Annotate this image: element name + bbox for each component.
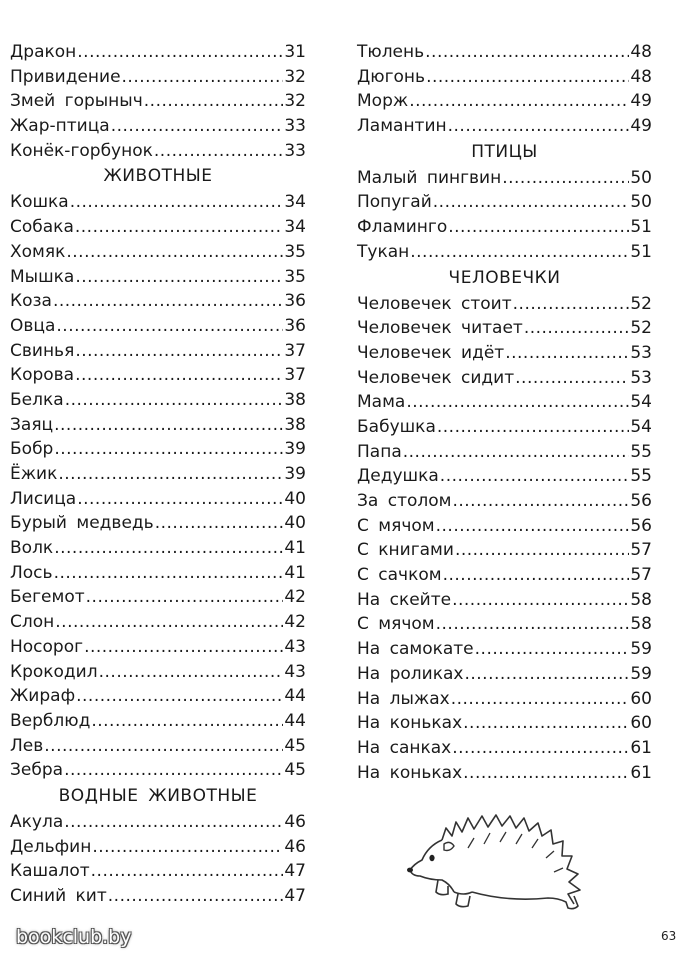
dot-leader (64, 758, 283, 783)
dot-leader (451, 687, 630, 712)
toc-entry-title: За столом (357, 491, 452, 511)
toc-entry-title: Дельфин (10, 836, 92, 857)
dot-leader (452, 489, 629, 514)
toc-entry (357, 440, 652, 465)
toc-entry (10, 660, 306, 685)
toc-entry-page: 50 (630, 192, 652, 213)
toc-entry (357, 687, 652, 712)
dot-leader (437, 415, 629, 440)
dot-leader (403, 440, 630, 465)
dot-leader (54, 413, 283, 438)
toc-entry (10, 114, 306, 139)
toc-entry-title: Мама (357, 392, 406, 413)
dot-leader (44, 734, 283, 759)
toc-entry (357, 316, 652, 341)
toc-entry-page: 48 (630, 66, 652, 87)
toc-entry-title: Слон (10, 612, 55, 633)
toc-entry-title: Кошка (10, 192, 69, 213)
toc-entry-page: 36 (284, 291, 306, 312)
toc-entry-title: Конёк-горбунок (10, 140, 153, 161)
toc-entry-title: Папа (357, 441, 402, 462)
toc-entry-title: Синий кит (10, 886, 107, 906)
toc-entry (357, 341, 652, 366)
toc-entry-title: Человечек стоит (357, 293, 512, 314)
toc-entry (10, 635, 306, 660)
toc-entry-title: Змей горыныч (10, 91, 143, 112)
dot-leader (84, 635, 283, 660)
toc-entry (10, 40, 306, 65)
toc-entry-page: 54 (630, 416, 652, 437)
toc-entry-title: Лев (10, 735, 44, 756)
toc-entry (10, 462, 306, 487)
dot-leader (426, 65, 629, 90)
dot-leader (475, 637, 630, 662)
toc-entry (357, 464, 652, 489)
toc-entry (10, 709, 306, 734)
dot-leader (56, 314, 283, 339)
toc-entry-page: 43 (284, 661, 306, 682)
toc-entry-page: 54 (630, 392, 652, 413)
toc-entry-title: Дюгонь (357, 66, 426, 87)
toc-entry (10, 487, 306, 512)
dot-leader (99, 660, 284, 685)
dot-leader (409, 89, 629, 114)
toc-entry-page: 59 (630, 639, 652, 660)
toc-entry-page: 49 (630, 116, 652, 137)
toc-entry-title: Малый пингвин (357, 167, 502, 188)
watermark: bookclub.by (16, 926, 132, 948)
toc-entry (10, 610, 306, 635)
dot-leader (463, 711, 629, 736)
dot-leader (108, 884, 284, 909)
toc-entry-title: Дедушка (357, 466, 439, 487)
toc-entry-page: 57 (630, 565, 652, 586)
toc-entry-title: На лыжах (357, 688, 450, 709)
toc-entry (357, 588, 652, 613)
dot-leader (54, 536, 283, 561)
toc-entry-page: 59 (630, 663, 652, 684)
toc-entry-title: Ёжик (10, 464, 58, 484)
toc-entry-page: 35 (284, 241, 306, 262)
toc-entry-title: На санках (357, 737, 452, 758)
dot-leader (440, 464, 630, 489)
dot-leader (75, 363, 283, 388)
dot-leader (464, 662, 629, 687)
section-heading-little-people: ЧЕЛОВЕЧКИ (448, 267, 561, 288)
toc-entry-title: Мышка (10, 266, 75, 287)
toc-entry (10, 139, 306, 164)
dot-leader (64, 810, 283, 835)
toc-entry-page: 37 (284, 340, 306, 361)
dot-leader (53, 289, 283, 314)
toc-entry (10, 413, 306, 438)
dot-leader (75, 265, 283, 290)
toc-entry-page: 32 (284, 66, 306, 87)
toc-entry-page: 44 (284, 710, 306, 731)
page-number: 63 (661, 929, 677, 943)
section-heading-animals: ЖИВОТНЫЕ (103, 166, 213, 187)
toc-entry-title: Попугай (357, 192, 432, 213)
toc-entry (357, 390, 652, 415)
toc-entry-title: Дракон (10, 42, 77, 62)
toc-entry-page: 36 (284, 315, 306, 336)
toc-entry-title: С мячом (357, 614, 435, 635)
toc-entry (10, 339, 306, 364)
toc-entry-title: На скейте (357, 589, 452, 610)
toc-entry-title: Бобр (10, 439, 54, 460)
dot-leader (91, 859, 284, 884)
dot-leader (76, 684, 283, 709)
dot-leader (410, 240, 629, 265)
toc-entry-page: 40 (284, 513, 306, 534)
toc-entry-page: 45 (284, 735, 306, 756)
toc-entry (10, 585, 306, 610)
toc-entry-page: 44 (284, 686, 306, 707)
toc-column-left (10, 40, 306, 909)
toc-entry-page: 60 (630, 713, 652, 734)
toc-entry (357, 215, 652, 240)
toc-entry (10, 561, 306, 586)
dot-leader (452, 588, 629, 613)
toc-entry-page: 47 (284, 886, 306, 906)
toc-entry-title: Зебра (10, 760, 64, 781)
toc-entry (10, 734, 306, 759)
toc-entry-page: 60 (630, 688, 652, 709)
toc-entry-page: 39 (284, 439, 306, 460)
dot-leader (91, 709, 283, 734)
toc-entry-title: Корова (10, 365, 75, 386)
toc-entry-page: 35 (284, 266, 306, 287)
toc-entry-title: Тукан (357, 241, 410, 262)
toc-entry-page: 39 (284, 464, 306, 484)
toc-entry (10, 884, 306, 909)
toc-entry-title: Верблюд (10, 710, 91, 731)
toc-entry (10, 536, 306, 561)
toc-entry-title: Фламинго (357, 217, 448, 238)
toc-entry-title: Человечек читает (357, 318, 523, 339)
toc-entry (357, 711, 652, 736)
toc-entry (10, 511, 306, 536)
toc-entry-page: 33 (284, 116, 306, 137)
toc-entry-page: 55 (630, 441, 652, 462)
toc-entry (10, 810, 306, 835)
toc-entry-page: 53 (630, 342, 652, 363)
toc-entry (10, 289, 306, 314)
toc-entry (357, 538, 652, 563)
toc-entry-page: 58 (630, 589, 652, 610)
toc-entry-title: С сачком (357, 565, 442, 586)
toc-entry-page: 34 (284, 217, 306, 238)
dot-leader (70, 190, 284, 215)
toc-entry-title: Собака (10, 217, 74, 238)
toc-entry-page: 56 (630, 491, 652, 511)
dot-leader (448, 215, 629, 240)
toc-entry-page: 58 (630, 614, 652, 635)
toc-entry-title: На коньках (357, 762, 463, 783)
toc-entry-title: Бабушка (357, 416, 436, 437)
toc-entry-page: 52 (630, 293, 652, 314)
toc-entry-page: 46 (284, 811, 306, 832)
toc-list (357, 166, 652, 265)
toc-entry (10, 363, 306, 388)
toc-entry (357, 240, 652, 265)
toc-entry-title: Носорог (10, 636, 84, 657)
toc-entry-title: Лисица (10, 488, 77, 509)
toc-entry (357, 40, 652, 65)
dot-leader (433, 190, 630, 215)
dot-leader (448, 114, 630, 139)
dot-leader (406, 390, 629, 415)
toc-entry-page: 51 (630, 241, 652, 262)
dot-leader (436, 612, 630, 637)
toc-entry-page: 31 (284, 42, 306, 62)
toc-entry (357, 612, 652, 637)
toc-entry (357, 292, 652, 317)
toc-entry-page: 57 (630, 540, 652, 561)
toc-entry-page: 42 (284, 612, 306, 633)
dot-leader (58, 462, 283, 487)
dot-leader (144, 89, 284, 114)
toc-entry (357, 366, 652, 391)
toc-entry-page: 32 (284, 91, 306, 112)
dot-leader (524, 316, 630, 341)
toc-entry-title: Овца (10, 315, 56, 336)
toc-entry (10, 437, 306, 462)
toc-entry (357, 489, 652, 514)
toc-entry-title: Бегемот (10, 587, 85, 608)
toc-entry (357, 761, 652, 786)
toc-entry-page: 42 (284, 587, 306, 608)
toc-entry (10, 314, 306, 339)
toc-entry (357, 736, 652, 761)
toc-entry-page: 51 (630, 217, 652, 238)
toc-entry (10, 859, 306, 884)
dot-leader (77, 487, 283, 512)
toc-entry-title: Ламантин (357, 116, 447, 137)
dot-leader (55, 610, 283, 635)
toc-entry-title: На коньках (357, 713, 463, 734)
toc-list (357, 40, 652, 139)
toc-entry-page: 47 (284, 861, 306, 882)
toc-entry (10, 758, 306, 783)
toc-entry-title: С книгами (357, 540, 454, 561)
toc-entry (10, 89, 306, 114)
toc-entry-title: Человечек идёт (357, 342, 505, 363)
toc-entry (357, 65, 652, 90)
toc-entry-page: 45 (284, 760, 306, 781)
toc-entry-title: Привидение (10, 66, 121, 87)
toc-entry (357, 166, 652, 191)
dot-leader (455, 538, 629, 563)
dot-leader (155, 511, 284, 536)
dot-leader (505, 341, 629, 366)
section-heading-water-animals: ВОДНЫЕ ЖИВОТНЫЕ (58, 785, 258, 806)
toc-entry (357, 662, 652, 687)
toc-entry-page: 55 (630, 466, 652, 487)
dot-leader (122, 65, 284, 90)
toc-list (10, 190, 306, 783)
toc-entry (357, 563, 652, 588)
dot-leader (513, 292, 630, 317)
toc-list (10, 40, 306, 163)
toc-entry (10, 215, 306, 240)
toc-entry-title: Кашалот (10, 861, 90, 882)
toc-entry (10, 65, 306, 90)
dot-leader (75, 339, 283, 364)
section-heading-birds: ПТИЦЫ (471, 141, 538, 162)
toc-entry-page: 61 (630, 762, 652, 783)
toc-entry (10, 190, 306, 215)
toc-entry-title: Хомяк (10, 241, 66, 262)
toc-entry-page: 46 (284, 836, 306, 857)
toc-entry-page: 38 (284, 414, 306, 435)
toc-entry-page: 41 (284, 538, 306, 559)
toc-entry-page: 61 (630, 737, 652, 758)
toc-entry-title: Заяц (10, 414, 54, 435)
toc-entry-title: Бурый медведь (10, 513, 154, 534)
toc-entry-page: 37 (284, 365, 306, 386)
dot-leader (502, 166, 629, 191)
toc-entry-title: Жар-птица (10, 116, 110, 137)
toc-entry-page: 34 (284, 192, 306, 213)
toc-entry-page: 56 (630, 515, 652, 536)
toc-entry (357, 190, 652, 215)
dot-leader (463, 761, 629, 786)
dot-leader (75, 215, 284, 240)
toc-entry-title: Белка (10, 389, 64, 410)
toc-entry (10, 240, 306, 265)
toc-entry-title: Тюлень (357, 42, 425, 62)
toc-entry-title: Свинья (10, 340, 75, 361)
toc-list (357, 292, 652, 786)
toc-entry-title: Крокодил (10, 661, 98, 682)
toc-entry-page: 41 (284, 562, 306, 583)
dot-leader (111, 114, 284, 139)
dot-leader (65, 388, 284, 413)
toc-entry-page: 38 (284, 389, 306, 410)
dot-leader (54, 561, 284, 586)
dot-leader (436, 514, 630, 539)
toc-entry-page: 33 (284, 140, 306, 161)
dot-leader (86, 585, 284, 610)
dot-leader (77, 40, 283, 65)
toc-entry (357, 415, 652, 440)
toc-entry-title: На роликах (357, 663, 464, 684)
toc-entry-title: Коза (10, 291, 52, 312)
toc-entry-page: 52 (630, 318, 652, 339)
toc-entry-title: На самокате (357, 639, 474, 660)
dot-leader (452, 736, 629, 761)
toc-entry (357, 514, 652, 539)
toc-entry (357, 89, 652, 114)
toc-entry (357, 114, 652, 139)
toc-entry (10, 684, 306, 709)
dot-leader (92, 835, 283, 860)
toc-entry-title: Жираф (10, 686, 76, 707)
toc-entry (10, 265, 306, 290)
toc-entry-page: 43 (284, 636, 306, 657)
toc-entry-page: 53 (630, 367, 652, 388)
toc-entry-page: 50 (630, 167, 652, 188)
dot-leader (425, 40, 629, 65)
toc-entry-page: 40 (284, 488, 306, 509)
hedgehog-icon (398, 806, 608, 916)
toc-entry-title: Лось (10, 562, 53, 583)
toc-entry (10, 388, 306, 413)
toc-entry-title: Акула (10, 811, 64, 832)
toc-column-right (357, 40, 652, 785)
dot-leader (54, 437, 283, 462)
dot-leader (154, 139, 283, 164)
toc-entry-page: 48 (630, 42, 652, 62)
toc-entry (357, 637, 652, 662)
toc-entry-title: С мячом (357, 515, 435, 536)
dot-leader (443, 563, 630, 588)
toc-list (10, 810, 306, 909)
dot-leader (515, 366, 629, 391)
toc-entry-page: 49 (630, 91, 652, 112)
toc-entry (10, 835, 306, 860)
toc-entry-title: Морж (357, 91, 409, 112)
toc-entry-title: Волк (10, 538, 54, 559)
dot-leader (66, 240, 283, 265)
toc-entry-title: Человечек сидит (357, 367, 515, 388)
